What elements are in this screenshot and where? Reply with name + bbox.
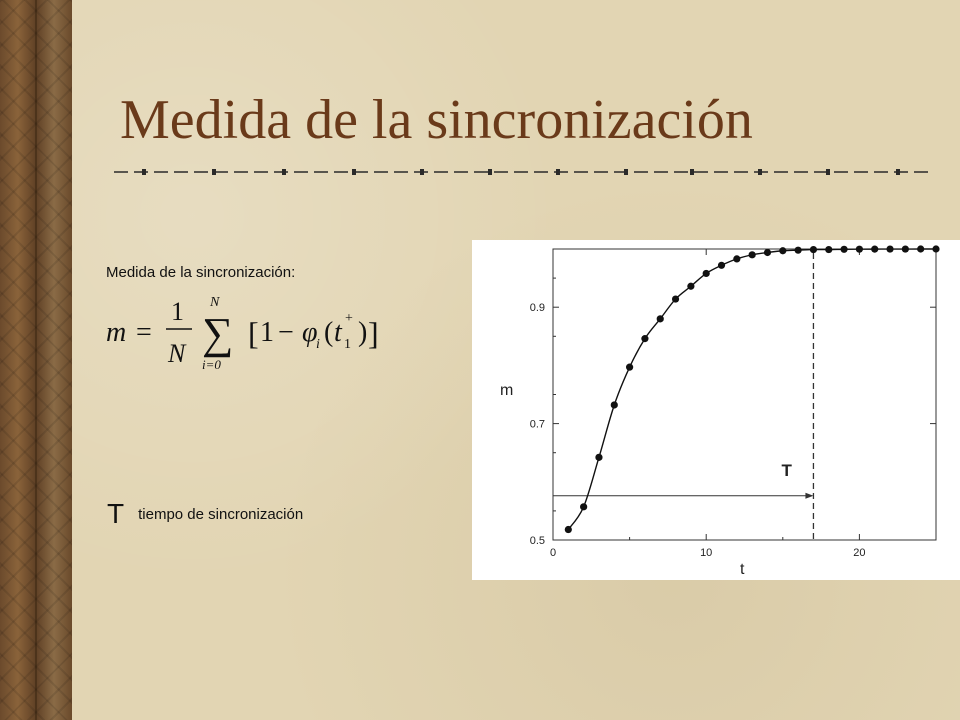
formula-one: 1 [260,317,274,348]
data-point [779,247,786,254]
formula-bracket-close: ] [368,315,379,351]
data-point [703,270,710,277]
decorative-sidebar [0,0,72,720]
chart-svg [472,240,960,580]
data-point [580,503,587,510]
data-point [902,245,909,252]
data-point [595,454,602,461]
data-point [795,247,802,254]
data-point [626,364,633,371]
t-arrow-head [805,493,813,499]
data-point [764,249,771,256]
sync-chart [472,240,960,580]
data-point [856,246,863,253]
formula-paren-open: ( [324,317,334,348]
series-line [568,249,936,530]
data-point [825,246,832,253]
x-tick-label: 10 [700,547,713,559]
y-tick-label: 0.5 [529,535,545,547]
formula-t-sup: + [345,311,353,326]
formula-sum-symbol: ∑ [202,309,234,358]
formula-bracket-open: [ [248,315,259,351]
x-tick-label: 20 [853,547,866,559]
formula-phi-sub: i [316,337,320,352]
data-point [718,262,725,269]
formula-sum-upper: N [210,295,220,310]
data-point [657,315,664,322]
x-tick-label: 0 [549,547,557,559]
data-point [840,246,847,253]
y-axis-label: m [500,382,514,399]
formula-frac-den: N [168,339,186,368]
data-point [565,526,572,533]
data-point [917,245,924,252]
slide-title: Medida de la sincronización [120,89,753,151]
formula-t-sub: 1 [344,337,351,352]
data-point [641,335,648,342]
t-legend [107,498,303,530]
data-point [733,255,740,262]
y-tick-label: 0.9 [529,302,545,315]
formula-sum-lower: i=0 [202,357,221,372]
formula-phi: φ [302,317,318,348]
plot-frame [553,249,936,540]
data-point [611,401,618,408]
t-annotation: T [781,460,792,480]
data-point [810,246,817,253]
subtitle-text: Medida de la sincronización: [106,264,296,281]
formula-frac-num: 1 [171,297,184,326]
data-point [749,251,756,258]
t-symbol: T [107,498,125,529]
formula-equals: = [136,317,152,348]
t-description: tiempo de sincronización [138,505,304,523]
formula-lhs: m [106,317,127,348]
formula-t: t [334,317,342,348]
data-point [886,245,893,252]
sync-formula [104,286,384,378]
formula-minus: − [278,317,294,348]
formula-paren-close: ) [358,317,368,348]
y-tick-label: 0.7 [529,418,545,431]
title-divider [112,164,932,180]
x-axis-label: t [740,561,745,578]
data-point [871,246,878,253]
data-point [687,283,694,290]
data-point [672,295,679,302]
data-point [932,245,939,252]
